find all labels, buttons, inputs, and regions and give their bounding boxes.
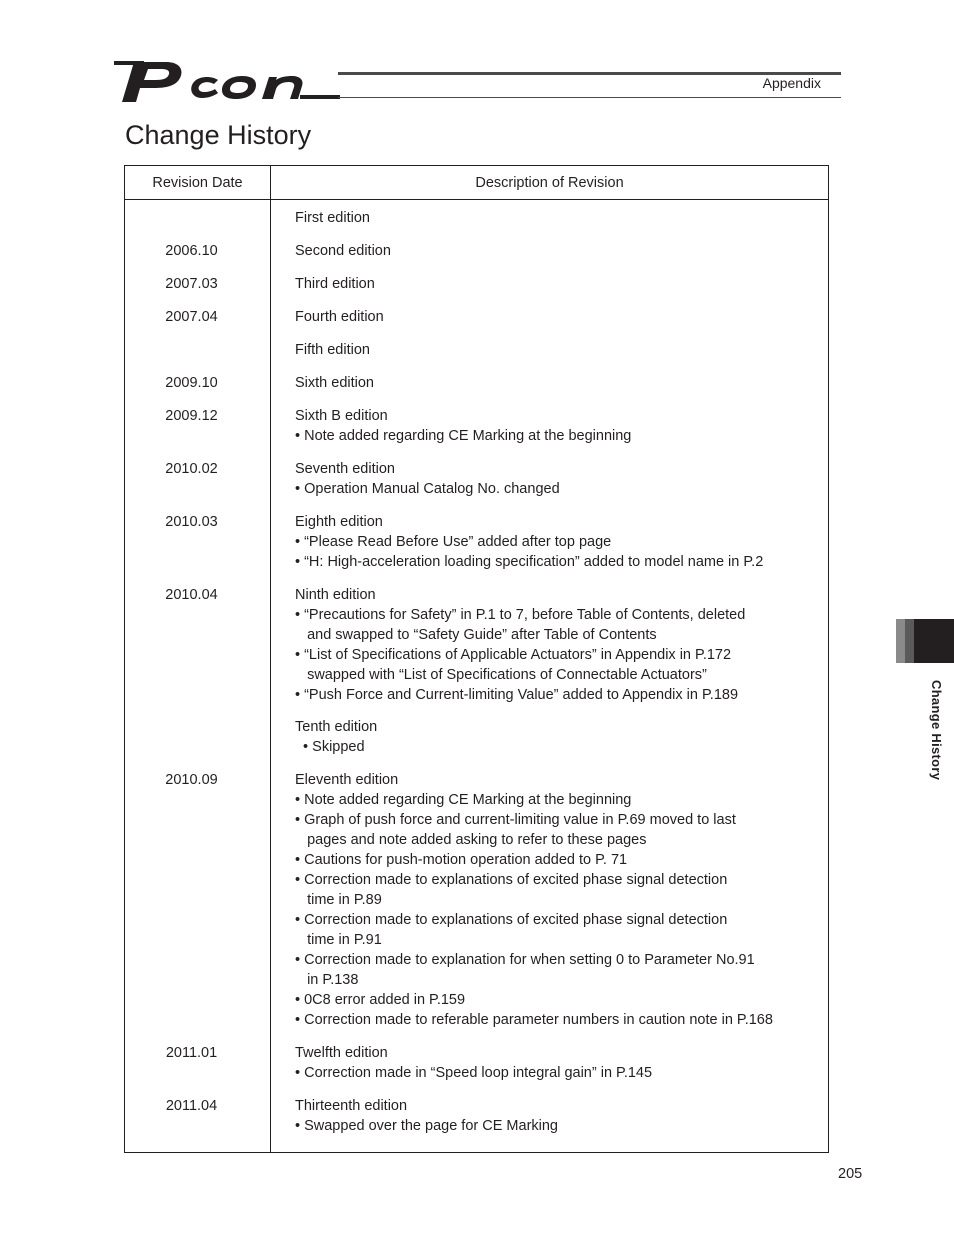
chapter-tab (896, 619, 954, 663)
table-row (125, 1043, 828, 1083)
revision-description (270, 307, 810, 327)
revision-note: • “Push Force and Current-limiting Value” added to Appendix in P.189 (295, 687, 739, 703)
edition-name: Fifth edition (295, 342, 370, 358)
revision-note: • Graph of push force and current-limiting value in P.69 moved to last (295, 812, 736, 828)
edition-name: Sixth edition (295, 375, 374, 391)
revision-note: • “H: High-acceleration loading specification” added to model name in P.2 (295, 554, 764, 570)
table-body (125, 208, 828, 1149)
table-row (125, 274, 828, 294)
revision-note: • Correction made in “Speed loop integral gain” in P.145 (295, 1065, 653, 1081)
revision-description (270, 340, 810, 360)
revision-note: • Operation Manual Catalog No. changed (295, 481, 560, 497)
revision-description (270, 459, 810, 499)
edition-name: First edition (295, 210, 370, 226)
table-row (125, 340, 828, 360)
revision-note: • Skipped (295, 739, 365, 755)
table-header (125, 166, 828, 200)
table-row (125, 241, 828, 261)
table-row (125, 459, 828, 499)
revision-note: • “Precautions for Safety” in P.1 to 7, before Table of Contents, deleted (295, 607, 746, 623)
column-header-description: Description of Revision (475, 175, 624, 191)
page-title: Change History (125, 120, 312, 150)
table-row (125, 373, 828, 393)
revision-date (119, 208, 264, 228)
header-rule-thin (338, 97, 841, 98)
revision-note: • Correction made to explanations of excited phase signal detection (295, 872, 728, 888)
revision-date: 2006.10 (165, 243, 218, 259)
edition-name: Second edition (295, 243, 391, 259)
table-row (125, 406, 828, 446)
revision-note: pages and note added asking to refer to these pages (295, 832, 647, 848)
edition-name: Eighth edition (295, 514, 383, 530)
revision-description (270, 585, 810, 705)
revision-note: time in P.89 (295, 892, 382, 908)
revision-description (270, 241, 810, 261)
table-row (125, 770, 828, 1030)
revision-note: • “List of Specifications of Applicable Actuators” in Appendix in P.172 (295, 647, 732, 663)
revision-description (270, 1043, 810, 1083)
section-label: Appendix (762, 75, 821, 91)
edition-name: Third edition (295, 276, 375, 292)
revision-note: time in P.91 (295, 932, 382, 948)
revision-description (270, 274, 810, 294)
revision-note: and swapped to “Safety Guide” after Table of Contents (295, 627, 657, 643)
edition-name: Twelfth edition (295, 1045, 388, 1061)
column-header-date: Revision Date (152, 175, 243, 191)
revision-note: • Correction made to explanations of excited phase signal detection (295, 912, 728, 928)
table-row (125, 585, 828, 705)
edition-name: Eleventh edition (295, 772, 399, 788)
revision-date: 2010.03 (165, 514, 218, 530)
revision-note: • 0C8 error added in P.159 (295, 992, 466, 1008)
revision-note: • Note added regarding CE Marking at the beginning (295, 792, 632, 808)
revision-description (270, 770, 810, 1030)
revision-date (119, 340, 264, 360)
edition-name: Thirteenth edition (295, 1098, 408, 1114)
chapter-tab-label: Change History (929, 680, 944, 781)
edition-name: Seventh edition (295, 461, 395, 477)
revision-description (270, 406, 810, 446)
revision-note: in P.138 (295, 972, 359, 988)
table-row (125, 512, 828, 572)
edition-name: Ninth edition (295, 587, 376, 603)
table-row (125, 1096, 828, 1136)
revision-note: • Cautions for push-motion operation added to P. 71 (295, 852, 628, 868)
revision-date: 2007.04 (165, 309, 218, 325)
revision-note: • “Please Read Before Use” added after top page (295, 534, 612, 550)
revision-description (270, 717, 810, 757)
revision-date: 2009.12 (165, 408, 218, 424)
revision-note: swapped with “List of Specifications of Connectable Actuators” (295, 667, 707, 683)
revision-description (270, 208, 810, 228)
revision-date: 2009.10 (165, 375, 218, 391)
revision-description (270, 373, 810, 393)
revision-date: 2010.04 (165, 587, 218, 603)
revision-description (270, 1096, 810, 1136)
edition-name: Fourth edition (295, 309, 384, 325)
table-row (125, 307, 828, 327)
revision-date: 2011.01 (165, 1045, 218, 1061)
revision-date: 2010.09 (165, 772, 218, 788)
table-row (125, 717, 828, 757)
revision-date: 2010.02 (165, 461, 218, 477)
revision-note: • Note added regarding CE Marking at the beginning (295, 428, 632, 444)
revision-date: 2007.03 (165, 276, 218, 292)
edition-name: Sixth B edition (295, 408, 388, 424)
revision-note: • Swapped over the page for CE Marking (295, 1118, 558, 1134)
revision-note: • Correction made to referable parameter numbers in caution note in P.168 (295, 1012, 773, 1028)
revision-description (270, 512, 810, 572)
table-row (125, 208, 828, 228)
revision-date (119, 717, 264, 757)
revision-date: 2011.04 (165, 1098, 218, 1114)
pcon-logo (114, 58, 340, 104)
revision-note: • Correction made to explanation for when setting 0 to Parameter No.91 (295, 952, 755, 968)
edition-name: Tenth edition (295, 719, 378, 735)
change-history-table (124, 165, 829, 1153)
page-number: 205 (838, 1166, 863, 1182)
